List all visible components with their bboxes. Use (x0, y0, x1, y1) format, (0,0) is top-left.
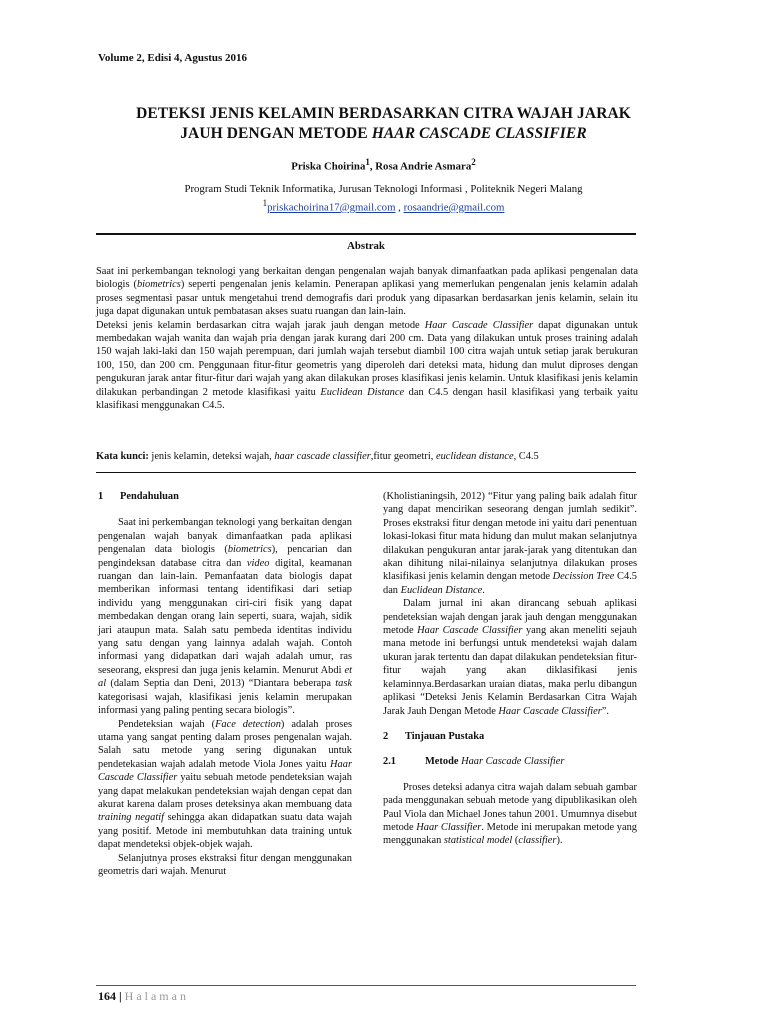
abstract-paragraph-2: Deteksi jenis kelamin berdasarkan citra wajah jarak jauh dengan metode Haar Cascade Classifier dapat digunakan untuk membedakan wajah wanita dan wajah pria dengan jarak kurang dari 200 cm. Data yang dilakukan untuk proses training adalah 150 wajah laki-laki dan 150 wajah perempuan, dari jumlah wajah tersebut diambil 100 citra wajah untuk setiap jarak berukuran 100, 150, dan 200 cm. Penggunaan fitur-fitur geometris yang diperoleh dari deteksi mata, hidung dan mulut diproses dengan pengukuran jarak antar fitur-fitur dari wajah yang akan dilakukan proses klasifikasi jenis kelamin. Untuk klasifikasi jenis kelamin dilakukan perbandingan 2 metode klasifikasi yaitu Euclidean Distance dan C4.5 dengan hasil klasifikasi yang terbaik yaitu klasifikasi menggunakan C4.5. (96, 319, 638, 412)
page-footer: 164 | Halaman (98, 989, 189, 1003)
author-2: Rosa Andrie Asmara (375, 160, 472, 173)
abstract-heading: Abstrak (347, 240, 385, 252)
affiliation-program: Program Studi Teknik Informatika, Jurusan Teknologi Informasi , Politeknik Negeri Malang (184, 183, 583, 195)
keywords-divider (96, 472, 636, 473)
top-divider (96, 233, 636, 235)
footer-divider (96, 985, 636, 986)
title-method: HAAR CASCADE CLASSIFIER (371, 125, 587, 142)
right-paragraph-1: (Kholistianingsih, 2012) “Fitur yang paling baik adalah fitur yang dapat mencirikan seseorang dengan jumlah sedikit”. Proses ekstraksi fitur dengan metode ini yaitu dari penentuan lokasi-lokasi fitur mata hidung dan mulut makan selanjutnya dilakukan pengukuran antar jarak-jarak yang ditentukan dan akan dihitung nilai-nilainya selanjutnya dilakukan proses klasifikasi jenis kelamin dengan metode Decission Tree C4.5 dan Euclidean Distance. (383, 491, 637, 596)
keywords: Kata kunci: jenis kelamin, deteksi wajah, haar cascade classifier,fitur geometri, euclidean distance, C4.5 (96, 451, 539, 462)
title-line-2: JAUH DENGAN METODE (180, 125, 372, 142)
keywords-label: Kata kunci: (96, 451, 149, 462)
intro-paragraph-1: Saat ini perkembangan teknologi yang berkaitan dengan pengenalan wajah banyak dimanfaatkan pada aplikasi pengenalan data biologis (biometrics), pencarian dan pengindeksan database citra dan video digital, keamanan ruangan dan lain-lain. Pemanfaatan data biologis dapat memberikan informasi tentang identifikasi dari setiap individu yang menggunakan ciri-ciri fisik yang dapat membedakan dengan orang lain seperti, suara, wajah, sidik jari ataupun mata. Salah satu pembeda identitas individu yang satu dengan yang lainnya adalah wajah. Contoh informasi yang didapatkan dari wajah adalah umur, ras seseorang, ekspresi dan juga jenis kelamin. Menurut Abdi et al (dalam Septia dan Deni, 2013) “Diantara beberapa task kategorisasi wajah, klasifikasi jenis kelamin merupakan informasi yang paling penting secara biologis”. (98, 517, 353, 717)
left-column (98, 490, 352, 878)
page-number: 164 (98, 989, 116, 1003)
author-1: Priska Choirina (291, 160, 366, 173)
title-line-1: DETEKSI JENIS KELAMIN BERDASARKAN CITRA WAJAH JARAK (136, 105, 631, 122)
authors: Priska Choirina$^1$, Rosa Andrie Asmara$^2$ (291, 157, 476, 173)
paper-title (96, 104, 671, 144)
intro-paragraph-2: Pendeteksian wajah (Face detection) adalah proses utama yang sangat penting dalam proses pengenalan wajah. Salah satu metode yang sering digunakan untuk pendetekasian wajah adalah metode Viola Jones yaitu Haar Cascade Classifier yaitu sebuah metode pendeteksian wajah yang dapat melakukan pendeteksian wajah dengan cepat dan akurat karena dalam proses deteksinya akan membuang data training negatif sehingga akan didapatkan suatu data wajah yang positif. Metode ini membutuhkan data training untuk dapat mendeteksi objek-objek wajah. (98, 718, 352, 851)
email-link-2[interactable]: rosaandrie@gmail.com (403, 201, 505, 214)
right-paragraph-3: Proses deteksi adanya citra wajah dalam sebuah gambar pada menggunakan sebuah metode yang dipublikasikan oleh Paul Viola dan Michael Jones tahun 2001. Umumnya disebut metode Haar Classifier. Metode ini merupakan metode yang menggunakan statistical model (classifier). (383, 781, 638, 847)
section-1-heading: 1 Pendahuluan (98, 491, 179, 502)
email-link-1[interactable]: priskachoirina17@gmail.com (267, 201, 396, 214)
affiliation: Program Studi Teknik Informatika, Jurusan Teknologi Informasi , Politeknik Negeri Malang $^1$priskachoirina17@gmail.com , rosaandrie@gmail.com (184, 183, 583, 214)
abstract-paragraph-1: Saat ini perkembangan teknologi yang berkaitan dengan pengenalan wajah banyak dimanfaatkan pada aplikasi pengenalan data biologis (biometrics) seperti pengenalan jenis kelamin. Penerapan aplikasi yang memerlukan pengenalan jenis kelamin adalah proses segmentasi pasar untuk mengetahui trend demografis dari produk yang dipasarkan berdasarkan jenis kelamin, selain itu juga dapat digunakan untuk pembatasan akses suatu ruangan dan lain-lain. (96, 266, 638, 318)
right-paragraph-2: Dalam jurnal ini akan dirancang sebuah aplikasi pendeteksian wajah dengan jarak jauh dengan menggunakan metode Haar Cascade Classifier yang akan meneliti sejauh mana metode ini berfungsi untuk mendeteksi wajah dalam ukuran jarak tertentu dan dapat dilakukan pendeteksian fitur-fitur wajah yang akan diklasifikasi jenis kelaminnya.Berdasarkan uraian diatas, maka perlu dibangun aplikasi “Deteksi Jenis Kelamin Berdasarkan Citra Wajah Jarak Jauh Dengan Metode Haar Cascade Classifier”. (383, 598, 637, 717)
right-column (383, 490, 637, 848)
section-2-heading: 2 Tinjauan Pustaka (383, 730, 485, 742)
page-label: Halaman (124, 989, 189, 1003)
section-2-1-heading: 2.1 Metode Haar Cascade Classifier (383, 756, 565, 768)
volume-header: Volume 2, Edisi 4, Agustus 2016 (98, 52, 248, 64)
intro-paragraph-3: Selanjutnya proses ekstraksi fitur dengan menggunakan geometris dari wajah. Menurut (98, 852, 352, 877)
abstract-body (96, 265, 638, 412)
